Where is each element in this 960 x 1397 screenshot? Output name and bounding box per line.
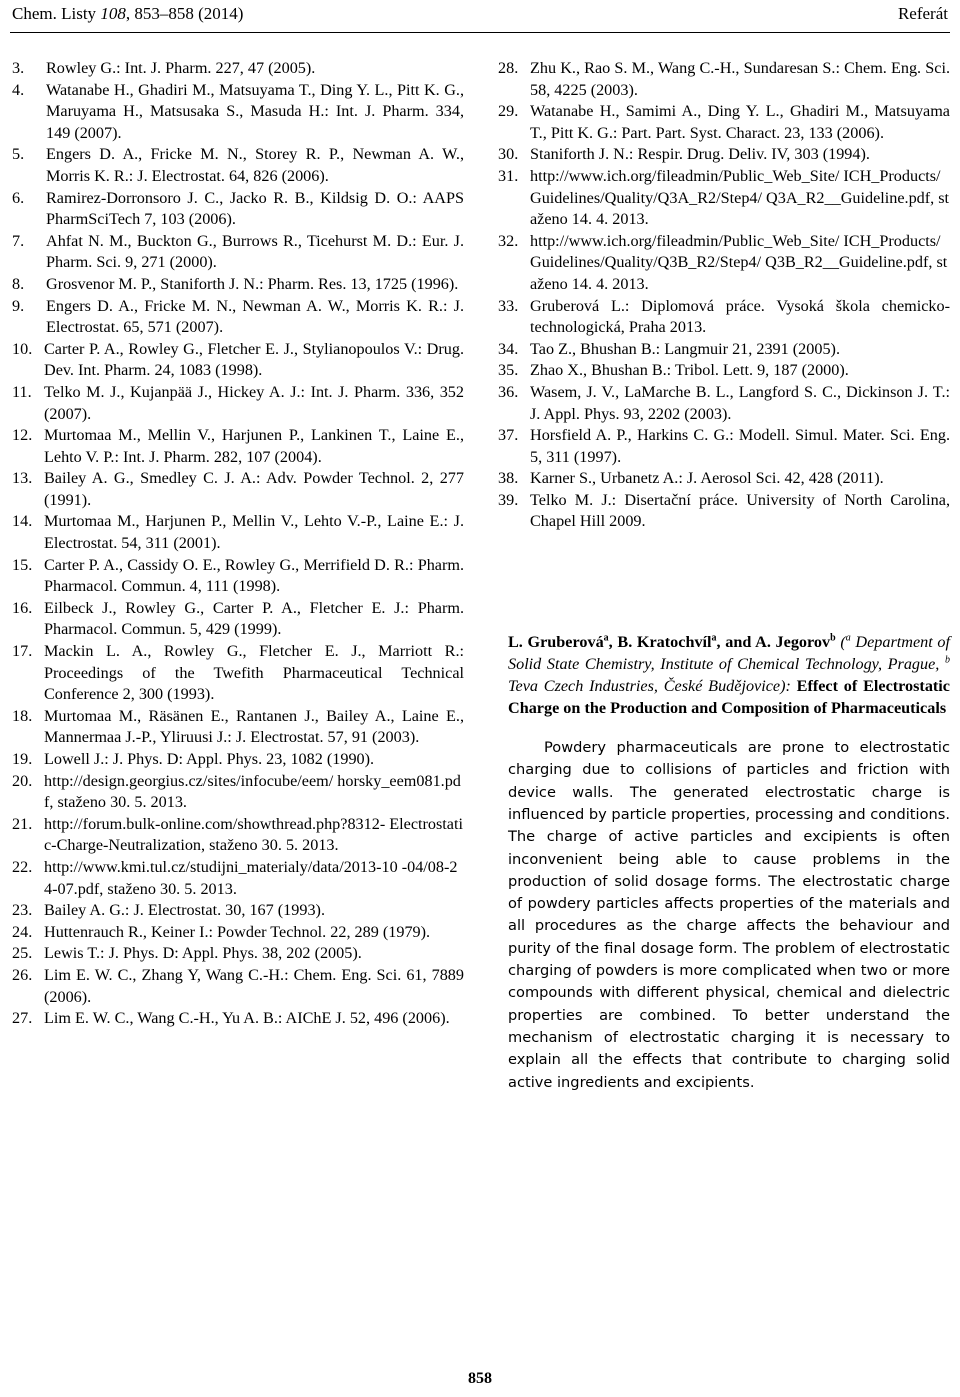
author-list: [508, 633, 836, 651]
reference-text: Rowley G.: Int. J. Pharm. 227, 47 (2005).: [46, 59, 316, 77]
reference-number: 11.: [12, 382, 32, 401]
reference-text: Zhao X., Bhushan B.: Tribol. Lett. 9, 187 (2000).: [530, 361, 849, 380]
reference-number: 16.: [12, 598, 33, 617]
reference-number: 15.: [12, 555, 33, 574]
journal-pages-year: , 853–858 (2014): [125, 4, 244, 23]
reference-text: Lowell J.: J. Phys. D: Appl. Phys. 23, 1082 (1990).: [44, 750, 375, 768]
reference-text: Ahfat N. M., Buckton G., Burrows R., Ticehurst M. D.: Eur. J. Pharm. Sci. 9, 271 (2000).: [46, 231, 464, 272]
reference-text: Telko M. J.: Disertační práce. University of North Carolina, Chapel Hill 2009.: [530, 490, 950, 531]
reference-item: [498, 166, 950, 231]
reference-number: 10.: [12, 339, 33, 358]
affiliation-mark: a: [845, 632, 851, 644]
reference-number: 25.: [12, 944, 33, 963]
reference-text: Lewis T.: J. Phys. D: Appl. Phys. 38, 202 (2005).: [44, 944, 362, 963]
reference-item: [12, 382, 464, 425]
reference-link[interactable]: http://www.ich.org/fileadmin/Public_Web_Site/ ICH_Products/Guidelines/Quality/Q3B_R2/Step4/ Q3B_R2__Guideline.pdf, staženo 14. 4. 2013.: [530, 231, 948, 293]
reference-number: 23.: [12, 901, 33, 920]
author-name: , B. Kratochvíl: [608, 633, 712, 652]
reference-item: [12, 965, 464, 1008]
reference-number: 31.: [498, 166, 519, 185]
reference-number: 26.: [12, 965, 33, 984]
reference-number: 4.: [12, 80, 25, 99]
reference-number: 36.: [498, 382, 519, 401]
reference-item: [12, 339, 464, 382]
reference-item: [12, 814, 464, 857]
reference-item: [12, 1008, 464, 1030]
reference-number: 7.: [12, 231, 25, 250]
reference-item: [12, 425, 464, 468]
affiliation-mark: b: [945, 654, 950, 666]
reference-item: [498, 101, 950, 144]
reference-number: 22.: [12, 857, 33, 876]
reference-number: 13.: [12, 469, 33, 488]
reference-number: 37.: [498, 426, 519, 445]
author-name: L. Gruberová: [508, 633, 604, 652]
reference-item: [12, 771, 464, 814]
journal-prefix: Chem. Listy: [12, 4, 101, 23]
reference-item: [498, 144, 950, 166]
affiliation-paren: (: [840, 633, 846, 652]
reference-text: Carter P. A., Cassidy O. E., Rowley G., Merrifield D. R.: Pharm. Pharmacol. Commun. 4, 111 (1998).: [44, 555, 464, 596]
reference-text: Bailey A. G.: J. Electrostat. 30, 167 (1993).: [44, 901, 325, 920]
reference-text: Engers D. A., Fricke M. N., Storey R. P., Newman A. W., Morris K. R.: J. Electrostat. 64, 826 (2006).: [46, 145, 464, 185]
abstract-title: Effect of Electrostatic Charge on the Production and Composition of Pharmaceuticals: [508, 677, 950, 718]
reference-text: Karner S., Urbanetz A.: J. Aerosol Sci. 42, 428 (2011).: [530, 469, 884, 488]
affiliation-mark: b: [830, 632, 836, 644]
reference-number: 9.: [12, 296, 25, 315]
reference-item: [498, 425, 950, 468]
reference-number: 33.: [498, 296, 519, 315]
reference-number: 38.: [498, 469, 519, 488]
reference-number: 34.: [498, 339, 519, 358]
reference-text: Lim E. W. C., Zhang Y, Wang C.-H.: Chem. Eng. Sci. 61, 7889 (2006).: [44, 965, 464, 1006]
reference-item: [498, 339, 950, 361]
reference-number: 18.: [12, 706, 33, 725]
reference-link[interactable]: http://www.ich.org/fileadmin/Public_Web_Site/ ICH_Products/Guidelines/Quality/Q3A_R2/Step4/ Q3A_R2__Guideline.pdf, staženo 14. 4. 2013.: [530, 166, 950, 229]
reference-item: [12, 231, 464, 274]
reference-text: Eilbeck J., Rowley G., Carter P. A., Fletcher E. J.: Pharm. Pharmacol. Commun. 5, 429 (1999).: [44, 598, 464, 639]
reference-item: [498, 58, 950, 101]
reference-number: 6.: [12, 188, 25, 207]
reference-item: [12, 706, 464, 749]
reference-text: Murtomaa M., Harjunen P., Mellin V., Lehto V.-P., Laine E.: J. Electrostat. 54, 311 (2001).: [44, 512, 464, 553]
reference-item: [12, 555, 464, 598]
reference-number: 5.: [12, 145, 25, 164]
reference-item: [498, 360, 950, 382]
reference-text: Carter P. A., Rowley G., Fletcher E. J., Stylianopoulos V.: Drug. Dev. Int. Pharm. 24, 1083 (1998).: [44, 339, 464, 380]
references-right-list: [498, 58, 950, 533]
reference-text: Staniforth J. N.: Respir. Drug. Deliv. IV, 303 (1994).: [530, 145, 870, 164]
journal-citation: [12, 4, 243, 24]
reference-number: 35.: [498, 361, 519, 380]
reference-item: [12, 857, 464, 900]
references-left-column: [12, 58, 464, 1030]
running-header: [0, 0, 960, 34]
reference-item: [498, 468, 950, 490]
reference-text: Huttenrauch R., Keiner I.: Powder Technol. 22, 289 (1979).: [44, 922, 431, 941]
reference-number: 32.: [498, 231, 519, 250]
reference-number: 28.: [498, 59, 519, 77]
reference-item: [498, 231, 950, 296]
reference-text: Grosvenor M. P., Staniforth J. N.: Pharm. Res. 13, 1725 (1996).: [46, 274, 459, 293]
reference-number: 17.: [12, 642, 33, 661]
reference-item: [12, 943, 464, 965]
reference-item: [498, 490, 950, 533]
reference-text: Bailey A. G., Smedley C. J. A.: Adv. Powder Technol. 2, 277 (1991).: [44, 469, 464, 509]
reference-number: 29.: [498, 102, 519, 121]
header-rule: [10, 32, 950, 33]
affiliation-text: Teva Czech Industries, České Budějovice):: [508, 677, 791, 696]
affiliation-mark: a: [603, 632, 609, 644]
reference-item: [12, 511, 464, 554]
abstract-heading: [498, 631, 950, 719]
reference-text: Gruberová L.: Diplomová práce. Vysoká škola chemicko-technologická, Praha 2013.: [530, 296, 950, 337]
journal-volume: 108: [100, 4, 126, 23]
affiliation-mark: a: [711, 632, 717, 644]
reference-number: 3.: [12, 59, 25, 77]
reference-item: [12, 749, 464, 771]
reference-text: Murtomaa M., Räsänen E., Rantanen J., Bailey A., Laine E., Mannermaa J.-P., Yliruusi J.: J. Electrostat. 57, 91 (2003).: [44, 706, 464, 747]
reference-text: Watanabe H., Ghadiri M., Matsuyama T., Ding Y. L., Pitt K. G., Maruyama H., Matsusaka S., Masuda H.: Int. J. Pharm. 334, 149 (2007).: [46, 80, 464, 142]
reference-item: [12, 900, 464, 922]
reference-text: Engers D. A., Fricke M. N., Newman A. W., Morris K. R.: J. Electrostat. 65, 571 (2007).: [46, 296, 464, 337]
reference-text: Lim E. W. C., Wang C.-H., Yu A. B.: AIChE J. 52, 496 (2006).: [44, 1009, 450, 1028]
reference-item: [12, 80, 464, 145]
reference-item: [12, 144, 464, 187]
reference-text: Horsfield A. P., Harkins C. G.: Modell. Simul. Mater. Sci. Eng. 5, 311 (1997).: [530, 426, 950, 466]
reference-number: 20.: [12, 771, 33, 790]
reference-number: 14.: [12, 512, 33, 531]
reference-number: 21.: [12, 814, 33, 833]
reference-text: Mackin L. A., Rowley G., Fletcher E. J., Marriott R.: Proceedings of the Twefith Pharmaceutical Technical Conference 2, 300 (1993).: [44, 642, 464, 704]
reference-item: [12, 641, 464, 706]
affiliation-text: Department of Solid State Chemistry, Institute of Chemical Technology, Prague,: [508, 633, 951, 674]
right-column: [498, 58, 950, 1094]
reference-text: Ramirez-Dorronsoro J. C., Jacko R. B., Kildsig D. O.: AAPS PharmSciTech 7, 103 (2006).: [46, 188, 464, 229]
section-gap: [498, 533, 950, 631]
reference-number: 30.: [498, 145, 519, 164]
reference-item: [12, 922, 464, 944]
reference-text: Telko M. J., Kujanpää J., Hickey A. J.: Int. J. Pharm. 336, 352 (2007).: [44, 382, 464, 423]
page-number: 858: [468, 1370, 492, 1387]
abstract-body: Powdery pharmaceuticals are prone to electrostatic charging due to collisions of particles and friction with device walls. The generated electrostatic charge is influenced by particle properties, processing and conditions. The charge of active particles and excipients is often inconvenient being able to cause problems in the production of solid dosage forms. The electrostatic charge of powdery particles affects properties of the materials and all procedures as the charge affects the behaviour and purity of the final dosage form. The problem of electrostatic charging of powders is more complicated when two or more compounds with different physical, chemical and dielectric properties are combined. To better understand the mechanism of electrostatic charging it is necessary to explain all the effects that contribute to charging solid active ingredients and excipients.: [508, 739, 950, 1091]
reference-item: [12, 296, 464, 339]
reference-number: 12.: [12, 426, 33, 445]
reference-item: [12, 58, 464, 80]
author-name: , and A. Jegorov: [716, 633, 831, 652]
reference-item: [12, 468, 464, 511]
reference-text: Wasem, J. V., LaMarche B. L., Langford S. C., Dickinson J. T.: J. Appl. Phys. 93, 2202 (2003).: [530, 382, 950, 423]
reference-number: 24.: [12, 922, 33, 941]
reference-item: [12, 188, 464, 231]
reference-number: 19.: [12, 750, 33, 768]
reference-item: [498, 296, 950, 339]
reference-link[interactable]: http://forum.bulk-online.com/showthread.php?8312- Electrostatic-Charge-Neutralization, staženo 30. 5. 2013.: [44, 814, 463, 855]
section-label: Referát: [897, 4, 948, 23]
reference-item: [12, 598, 464, 641]
reference-number: 8.: [12, 274, 25, 293]
reference-text: Watanabe H., Samimi A., Ding Y. L., Ghadiri M., Matsuyama T., Pitt K. G.: Part. Part. Syst. Charact. 23, 133 (2006).: [530, 102, 950, 142]
reference-link[interactable]: http://www.kmi.tul.cz/studijni_materialy/data/2013-10 -04/08-24-07.pdf, staženo 30. 5. 2013.: [44, 857, 458, 898]
reference-link[interactable]: http://design.georgius.cz/sites/infocube/eem/ horsky_eem081.pdf, staženo 30. 5. 2013.: [44, 771, 461, 812]
reference-number: 39.: [498, 490, 519, 509]
reference-item: [12, 274, 464, 296]
reference-item: [498, 382, 950, 425]
reference-text: Murtomaa M., Mellin V., Harjunen P., Lankinen T., Laine E., Lehto V. P.: Int. J. Pharm. 282, 107 (2004).: [44, 426, 464, 466]
reference-text: Zhu K., Rao S. M., Wang C.-H., Sundaresan S.: Chem. Eng. Sci. 58, 4225 (2003).: [530, 59, 950, 99]
reference-text: Tao Z., Bhushan B.: Langmuir 21, 2391 (2005).: [530, 339, 840, 358]
reference-number: 27.: [12, 1009, 33, 1028]
